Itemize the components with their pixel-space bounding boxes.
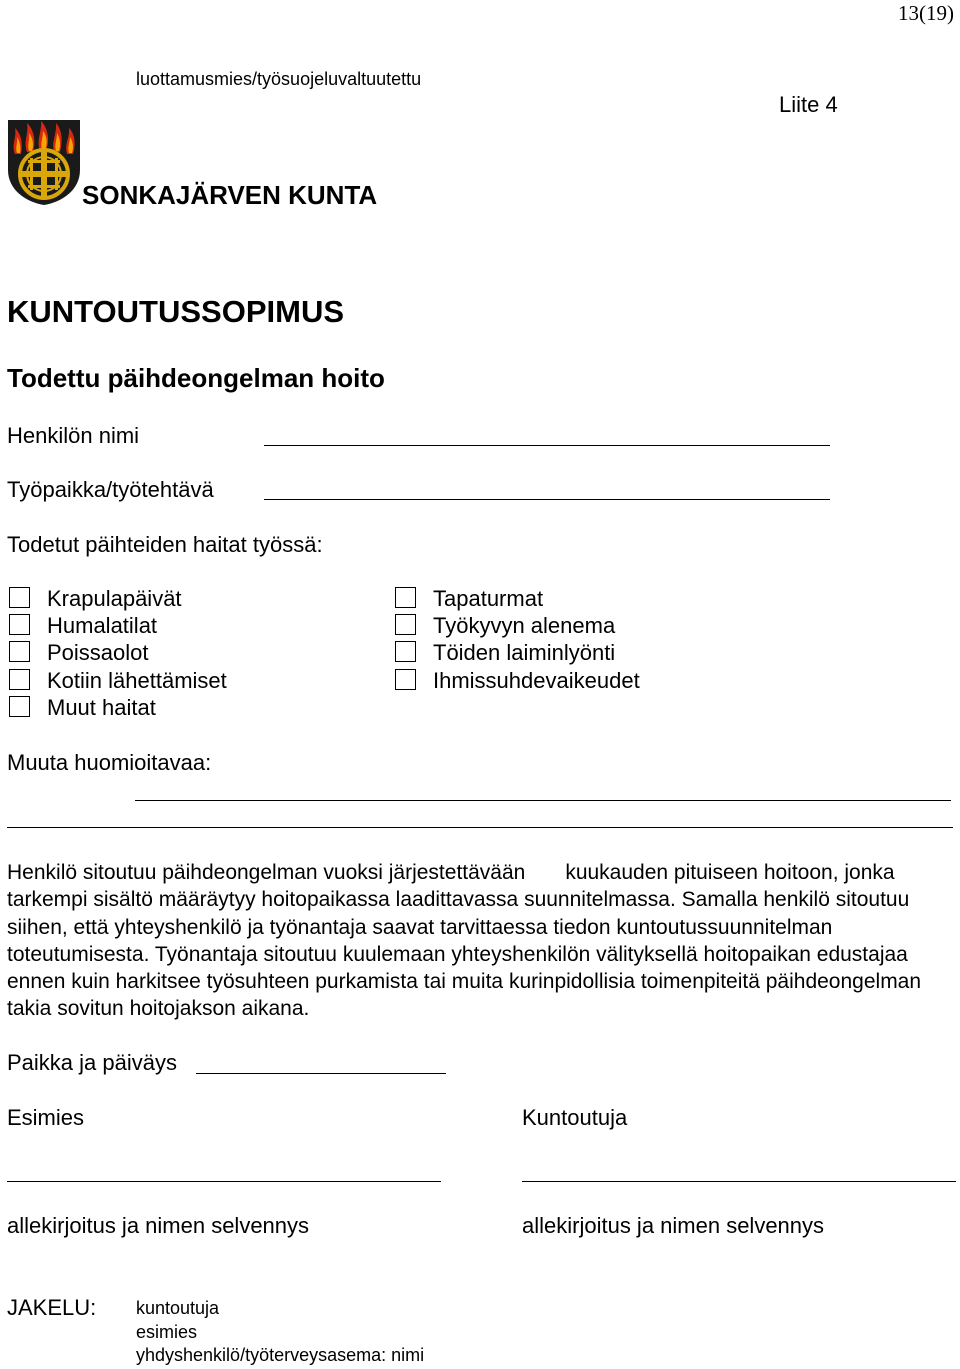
- checkbox-toiden-laiminlyonti[interactable]: [395, 641, 416, 662]
- harms-heading: Todetut päihteiden haitat työssä:: [7, 532, 323, 557]
- distribution-item: esimies: [136, 1322, 198, 1342]
- page-number: 13(19): [898, 1, 954, 25]
- rehabilitee-signature-caption: allekirjoitus ja nimen selvennys: [522, 1213, 825, 1238]
- rehabilitee-signature-line[interactable]: [522, 1181, 956, 1182]
- supervisor-signature-caption: allekirjoitus ja nimen selvennys: [7, 1213, 310, 1238]
- other-notes-line-1[interactable]: [135, 800, 951, 801]
- checkbox-label: Ihmissuhdevaikeudet: [433, 668, 640, 693]
- checkbox-label: Töiden laiminlyönti: [433, 640, 616, 665]
- checkbox-tyokyvyn-alenema[interactable]: [395, 614, 416, 635]
- rehabilitee-label: Kuntoutuja: [522, 1105, 628, 1130]
- checkbox-krapulapaivat[interactable]: [9, 587, 30, 608]
- checkbox-ihmissuhdevaikeudet[interactable]: [395, 669, 416, 690]
- top-note: luottamusmies/työsuojeluvaltuutettu: [136, 69, 422, 89]
- distribution-label: JAKELU:: [7, 1295, 97, 1320]
- checkbox-label: Humalatilat: [47, 613, 158, 638]
- checkbox-poissaolot[interactable]: [9, 641, 30, 662]
- supervisor-signature-line[interactable]: [7, 1181, 441, 1182]
- workplace-label: Työpaikka/työtehtävä: [7, 477, 214, 502]
- attachment-label: Liite 4: [779, 92, 838, 117]
- checkbox-label: Kotiin lähettämiset: [47, 668, 227, 693]
- checkbox-kotiin-lahettamiset[interactable]: [9, 669, 30, 690]
- document-title: KUNTOUTUSSOPIMUS: [7, 294, 345, 329]
- checkbox-humalatilat[interactable]: [9, 614, 30, 635]
- document-subtitle: Todettu päihdeongelman hoito: [7, 363, 385, 393]
- place-date-label: Paikka ja päiväys: [7, 1050, 177, 1075]
- checkbox-label: Tapaturmat: [433, 586, 544, 611]
- checkbox-muut-haitat[interactable]: [9, 696, 30, 717]
- distribution-item: yhdyshenkilö/työterveysasema: nimi: [136, 1345, 425, 1365]
- supervisor-label: Esimies: [7, 1105, 85, 1130]
- other-notes-label: Muuta huomioitavaa:: [7, 750, 212, 775]
- place-date-line[interactable]: [196, 1073, 446, 1074]
- name-label: Henkilön nimi: [7, 423, 140, 448]
- checkbox-label: Poissaolot: [47, 640, 149, 665]
- municipal-coat-of-arms-icon: [6, 118, 82, 206]
- agreement-paragraph: [7, 859, 952, 1023]
- paragraph-part-2: kuukauden pituiseen hoitoon, jonka tarkempi sisältö määräytyy hoitopaikassa laadittavassa suunnitelmassa. Samalla henkilö sitoutuu siihen, että yhteyshenkilö ja työnantaja saavat tarvittaessa tiedon kuntoutussuunnitelman toteutumisesta. Työnantaja sitoutuu kuulemaan yhteyshenkilön välityksellä hoitopaikan edustajaa ennen kuin harkitsee työsuhteen purkamista tai muita kurinpidollisia toimenpiteitä päihdeongelman takia sovitun hoitojakson aikana.: [7, 861, 922, 1021]
- checkbox-tapaturmat[interactable]: [395, 587, 416, 608]
- workplace-input-line[interactable]: [264, 499, 830, 500]
- checkbox-label: Muut haitat: [47, 695, 156, 720]
- paragraph-part-1: Henkilö sitoutuu päihdeongelman vuoksi järjestettävään: [7, 861, 526, 884]
- checkbox-label: Krapulapäivät: [47, 586, 182, 611]
- distribution-item: kuntoutuja: [136, 1298, 220, 1318]
- other-notes-line-2[interactable]: [7, 827, 953, 828]
- municipality-name: SONKAJÄRVEN KUNTA: [82, 180, 378, 210]
- name-input-line[interactable]: [264, 445, 830, 446]
- checkbox-label: Työkyvyn alenema: [433, 613, 616, 638]
